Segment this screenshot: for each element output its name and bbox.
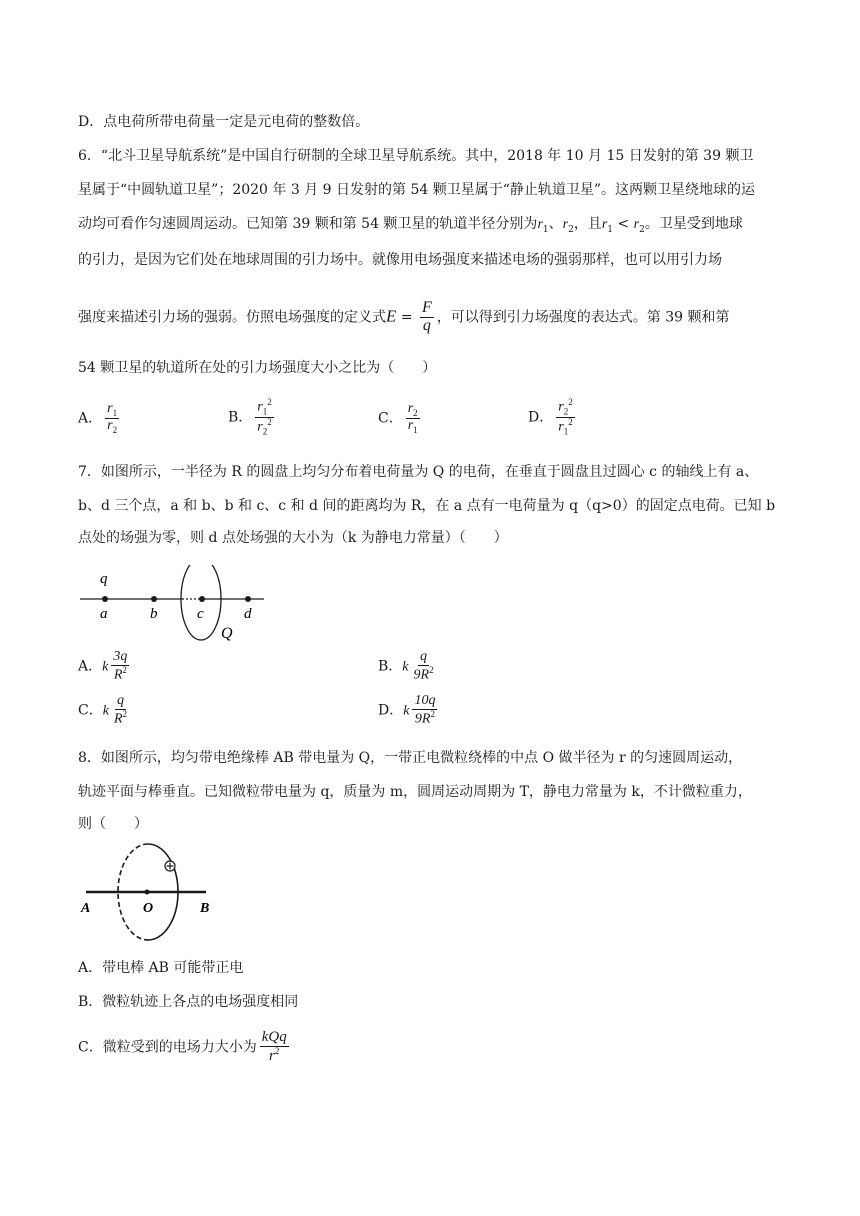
q6-option-c[interactable]: C． $\frac{r_2}{r_1}$ xyxy=(378,401,418,436)
q6-line-1: 6．“北斗卫星导航系统”是中国自行研制的全球卫星导航系统。其中，2018 年 10 月 15 日发射的第 39 颗卫 xyxy=(78,148,754,164)
q8-line-3: 则（ ） xyxy=(78,816,148,832)
q6-line-5-text-b: ，可以得到引力场强度的表达式。第 39 颗和第 xyxy=(436,309,730,326)
q6-option-a-label: A． xyxy=(78,410,103,427)
fig-label-c: c xyxy=(197,606,204,622)
q7-option-c[interactable]: C．k $\frac{q}{R^2}$ xyxy=(78,693,127,727)
disk-charge-figure xyxy=(78,565,278,645)
q6-line-2: 星属于“中圆轨道卫星”；2020 年 3 月 9 日发射的第 54 颗卫星属于“静止轨道卫星”。这两颗卫星绕地球的运 xyxy=(78,182,756,198)
q7-option-b[interactable]: B．k $\frac{q}{9R^2}$ xyxy=(378,649,434,683)
q6-line-4: 的引力，是因为它们处在地球周围的引力场中。就像用电场强度来描述电场的强弱那样，也可以用引力场 xyxy=(78,252,722,268)
q7-line-1: 7．如图所示，一半径为 R 的圆盘上均匀分布着电荷量为 Q 的电荷，在垂直于圆盘且过圆心 c 的轴线上有 a、 xyxy=(78,464,759,480)
q8-option-c[interactable]: C．微粒受到的电场力大小为 $\frac{\text{kQq}}{r^2}$ xyxy=(78,1029,287,1064)
q7-option-a[interactable]: A．k $\frac{3q}{R^2}$ xyxy=(78,649,128,683)
q6-line-5: 强度来描述引力场的强弱。仿照电场强度的定义式E = $\frac{F}{q}$ ，可以得到引力场强度的表达式。第 39 颗和第 xyxy=(78,299,730,334)
fig-label-Q: Q xyxy=(221,625,233,642)
q6-line-3-text-b: ，且 xyxy=(573,216,602,232)
q6-option-d[interactable]: D． $\frac{r_2^2}{r_1^2}$ xyxy=(528,397,573,437)
fig-label-d: d xyxy=(244,606,252,622)
q8-line-1: 8．如图所示，均匀带电绝缘棒 AB 带电量为 Q，一带正电微粒绕棒的中点 O 做半径为 r 的匀速圆周运动， xyxy=(78,750,743,766)
q7-line-3: 点处的场强为零，则 d 点处场强的大小为（k 为静电力常量）（ ） xyxy=(78,530,508,546)
q6-line-3-text-c: 。卫星受到地球 xyxy=(644,216,743,232)
q6-option-a[interactable]: A． $\frac{r_1}{r_2}$ xyxy=(78,401,118,436)
field-strength-formula: $\frac{F}{q}$ xyxy=(422,299,432,334)
q6-line-6: 54 颗卫星的轨道所在处的引力场强度大小之比为（ ） xyxy=(78,360,437,376)
q7-option-c-label: C． xyxy=(78,702,103,719)
q6-line-3-text-a: 动均可看作匀速圆周运动。已知第 39 颗和第 54 颗卫星的轨道半径分别为 xyxy=(78,216,538,232)
fig-label-a: a xyxy=(100,606,108,622)
fig-label-b: b xyxy=(150,606,158,622)
q7-line-2: b、d 三个点，a 和 b、b 和 c、c 和 d 间的距离均为 R，在 a 点有一电荷量为 q（q>0）的固定点电荷。已知 b xyxy=(78,498,776,514)
q8-option-c-label: C．微粒受到的电场力大小为 xyxy=(78,1039,257,1056)
q8-line-2: 轨迹平面与棒垂直。已知微粒带电量为 q，质量为 m，圆周运动周期为 T，静电力常量为 k，不计微粒重力， xyxy=(78,784,752,800)
q5-option-d: D．点电荷所带电荷量一定是元电荷的整数倍。 xyxy=(78,114,370,130)
q8-option-b[interactable]: B．微粒轨迹上各点的电场强度相同 xyxy=(78,994,299,1010)
charged-rod-figure xyxy=(78,840,228,950)
q6-option-d-label: D． xyxy=(528,409,554,426)
q8-option-a[interactable]: A．带电棒 AB 可能带正电 xyxy=(78,960,244,976)
q6-option-b-label: B． xyxy=(228,409,253,426)
q7-option-a-label: A． xyxy=(78,658,103,675)
q6-option-b[interactable]: B． $\frac{r_1^2}{r_2^2}$ xyxy=(228,397,272,437)
q6-line-3: 动均可看作匀速圆周运动。已知第 39 颗和第 54 颗卫星的轨道半径分别为$r_1$、$r_2$，且$r_1 < r_2$。卫星受到地球 xyxy=(78,216,743,235)
q7-option-d-label: D． xyxy=(378,702,404,719)
fig-label-O: O xyxy=(143,901,154,916)
fig-label-A: A xyxy=(81,901,91,916)
fig-label-B: B xyxy=(200,901,210,916)
fig-label-q: q xyxy=(100,571,108,587)
q6-option-c-label: C． xyxy=(378,410,403,427)
q7-option-d[interactable]: D．k $\frac{10q}{9R^2}$ xyxy=(378,693,436,727)
q6-line-5-text-a: 强度来描述引力场的强弱。仿照电场强度的定义式 xyxy=(78,309,386,326)
q7-option-b-label: B． xyxy=(378,658,403,675)
